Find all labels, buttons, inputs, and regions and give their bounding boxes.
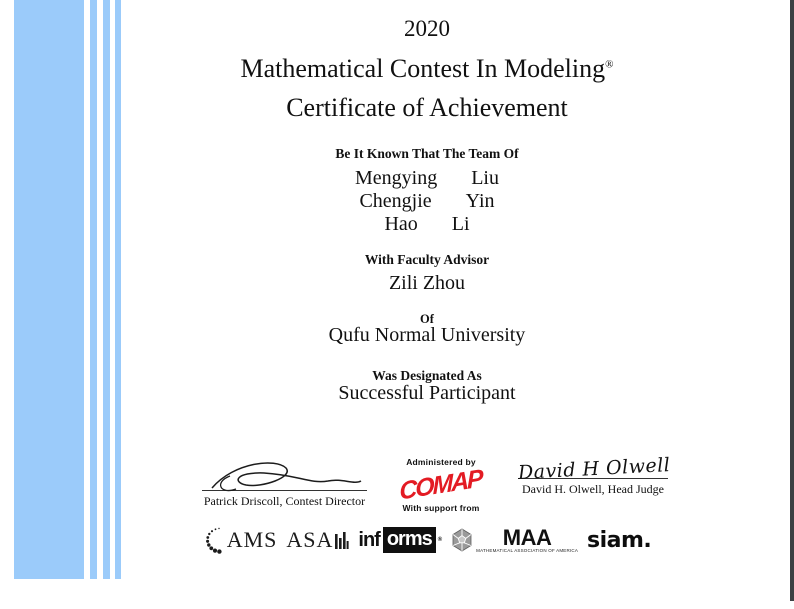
institution-name: Qufu Normal University — [328, 324, 526, 346]
informs-prefix: inf — [358, 528, 380, 551]
informs-logo — [358, 527, 441, 553]
informs-boxed-text: orms — [383, 527, 436, 553]
ams-logo — [203, 526, 278, 554]
maa-logo — [450, 524, 579, 554]
of-label: Of — [420, 312, 434, 326]
maa-wordmark: MAA — [502, 524, 552, 550]
asa-wordmark: ASA — [286, 527, 334, 552]
informs-registered-mark: ® — [437, 537, 442, 543]
member-first-name: Chengjie — [359, 190, 432, 212]
designation-text: Successful Participant — [338, 382, 516, 404]
contest-title-text: Mathematical Contest In Modeling — [240, 54, 606, 83]
advisor-name: Zili Zhou — [388, 272, 466, 294]
member-first-name: Mengying — [355, 167, 438, 189]
team-member-row — [130, 213, 724, 236]
certificate-subtitle: Certificate of Achievement — [286, 93, 568, 122]
comap-logo: COMAP — [399, 464, 483, 506]
year-heading: 2020 — [404, 16, 450, 41]
window-edge-bar — [790, 0, 794, 601]
designated-label: Was Designated As — [372, 368, 482, 383]
judge-signature-block — [517, 454, 671, 497]
advisor-label: With Faculty Advisor — [364, 252, 490, 267]
support-from-label: With support from — [402, 503, 480, 513]
maa-caption: MATHEMATICAL ASSOCIATION OF AMERICA — [476, 547, 579, 553]
judge-signature-script: David H Olwell — [517, 454, 671, 484]
team-member-row — [130, 167, 724, 190]
left-stripe-wide — [14, 0, 84, 579]
team-intro-label: Be It Known That The Team Of — [335, 146, 519, 161]
ams-wordmark: AMS — [226, 527, 278, 552]
comap-block — [393, 457, 489, 513]
maa-wordmark-column — [476, 524, 579, 554]
member-last-name: Liu — [471, 167, 499, 189]
member-last-name: Li — [451, 213, 470, 235]
sponsor-logo-row — [130, 521, 724, 559]
ams-dots-arc-icon — [203, 526, 225, 554]
team-name-list — [130, 167, 724, 236]
left-stripe-thin-3 — [115, 0, 121, 579]
registered-mark: ® — [605, 58, 614, 71]
maa-polyhedron-icon — [450, 528, 474, 552]
asa-bars-icon — [335, 529, 349, 551]
director-signature-block — [202, 458, 367, 509]
contest-title — [130, 54, 724, 84]
judge-caption: David H. Olwell, Head Judge — [522, 482, 664, 496]
siam-logo: siam. — [587, 527, 652, 553]
director-caption: Patrick Driscoll, Contest Director — [203, 494, 366, 508]
left-stripe-thin-1 — [90, 0, 97, 579]
left-stripe-thin-2 — [103, 0, 110, 579]
member-last-name: Yin — [465, 190, 495, 212]
asa-logo — [286, 527, 349, 553]
administered-by-label: Administered by — [406, 457, 476, 467]
team-member-row — [130, 190, 724, 213]
member-first-name: Hao — [384, 213, 418, 235]
